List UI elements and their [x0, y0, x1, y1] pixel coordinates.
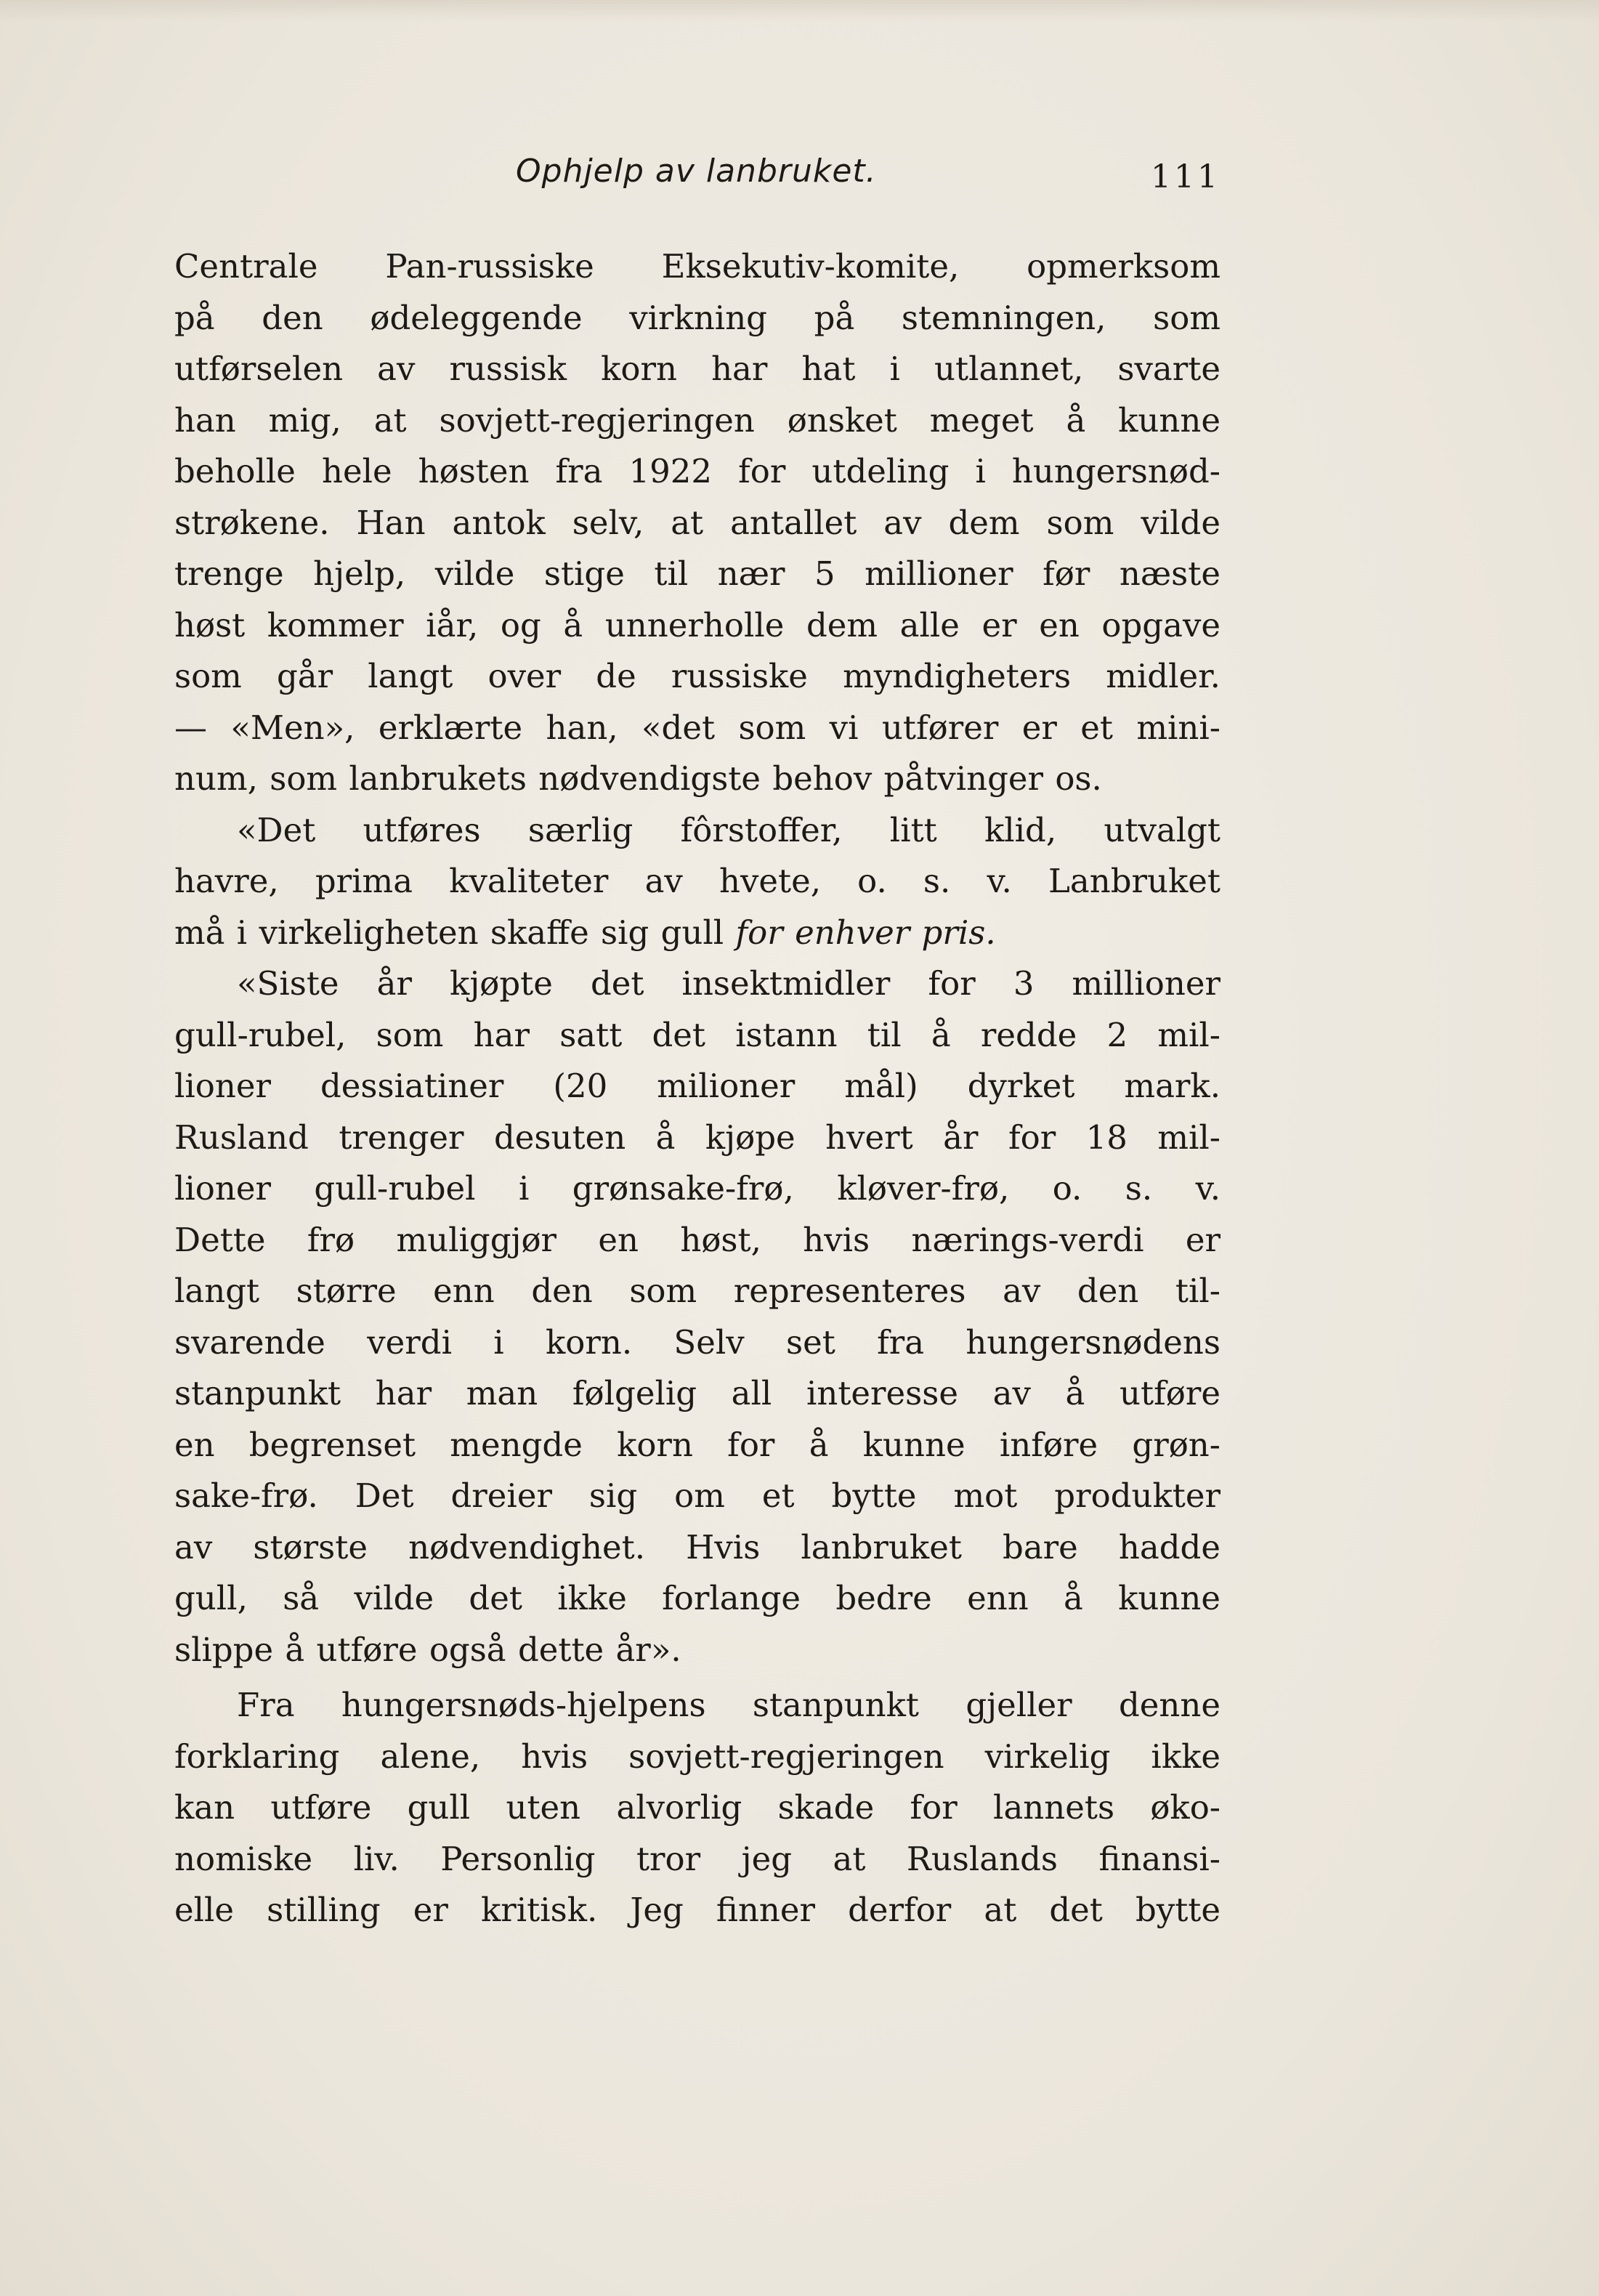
text-line: gull-rubel, som har satt det istann til å redde 2 mil- [174, 1015, 1220, 1054]
text-line: trenge hjelp, vilde stige til nær 5 millioner før næste [174, 554, 1220, 593]
page-top-edge-shadow [0, 0, 1599, 22]
text-line: Fra hungersnøds-hjelpens stanpunkt gjeller denne [237, 1686, 1220, 1724]
text-line: utførselen av russisk korn har hat i utlannet, svarte [174, 349, 1220, 388]
text-line: havre, prima kvaliteter av hvete, o. s. v. Lanbruket [174, 862, 1220, 900]
text-line: «Siste år kjøpte det insektmidler for 3 millioner [237, 964, 1220, 1003]
text-line: langt større enn den som representeres av den til- [174, 1272, 1220, 1310]
text-line: strøkene. Han antok selv, at antallet av dem som vilde [174, 503, 1220, 542]
text-line: slippe å utføre også dette år». [174, 1630, 681, 1669]
text-line: nomiske liv. Personlig tror jeg at Ruslands finansi- [174, 1839, 1220, 1878]
text-line: num, som lanbrukets nødvendigste behov påtvinger os. [174, 759, 1102, 798]
text-line: svarende verdi i korn. Selv set fra hungersnødens [174, 1322, 1220, 1362]
text-line: gull, så vilde det ikke forlange bedre enn å kunne [174, 1579, 1220, 1617]
text-line: på den ødeleggende virkning på stemningen, som [174, 298, 1220, 337]
text-line: som går langt over de russiske myndigheters midler. [174, 657, 1220, 695]
page-number: 111 [1151, 158, 1220, 195]
text-line: — «Men», erklærte han, «det som vi utfører er et mini- [174, 708, 1220, 747]
text-line: Dette frø muliggjør en høst, hvis nærings-verdi er [174, 1220, 1220, 1259]
text-line: han mig, at sovjett-regjeringen ønsket meget å kunne [174, 400, 1220, 440]
text-line: lioner dessiatiner (20 milioner mål) dyrket mark. [174, 1067, 1220, 1105]
text-line: forklaring alene, hvis sovjett-regjeringen virkelig ikke [174, 1737, 1220, 1776]
text-line: Centrale Pan-russiske Eksekutiv-komite, opmerksom [174, 247, 1220, 286]
running-head [174, 153, 1220, 203]
text-line: kan utføre gull uten alvorlig skade for lannets øko- [174, 1788, 1220, 1827]
text-line: stanpunkt har man følgelig all interesse av å utføre [174, 1374, 1220, 1412]
text-line: av største nødvendighet. Hvis lanbruket bare hadde [174, 1527, 1220, 1567]
text-line: beholle hele høsten fra 1922 for utdeling i hungersnød- [174, 452, 1220, 490]
text-line: høst kommer iår, og å unnerholle dem alle er en opgave [174, 605, 1220, 644]
text-line: Rusland trenger desuten å kjøpe hvert år for 18 mil- [174, 1117, 1220, 1157]
text-line: elle stilling er kritisk. Jeg finner derfor at det bytte [174, 1891, 1220, 1929]
text-line: sake-frø. Det dreier sig om et bytte mot produkter [174, 1476, 1220, 1515]
running-title: Ophjelp av lanbruket. [516, 153, 877, 190]
emphasized-text: for enhver pris. [735, 913, 996, 952]
body-text [174, 241, 1220, 1936]
text-line: «Det utføres særlig fôrstoffer, litt klid, utvalgt [237, 810, 1220, 849]
text-line: en begrenset mengde korn for å kunne inføre grøn- [174, 1425, 1220, 1464]
text-line-mixed [174, 908, 1220, 959]
text-segment: må i virkeligheten skaffe sig gull [174, 913, 736, 952]
text-line: lioner gull-rubel i grønsake-frø, kløver-frø, o. s. v. [174, 1169, 1220, 1208]
